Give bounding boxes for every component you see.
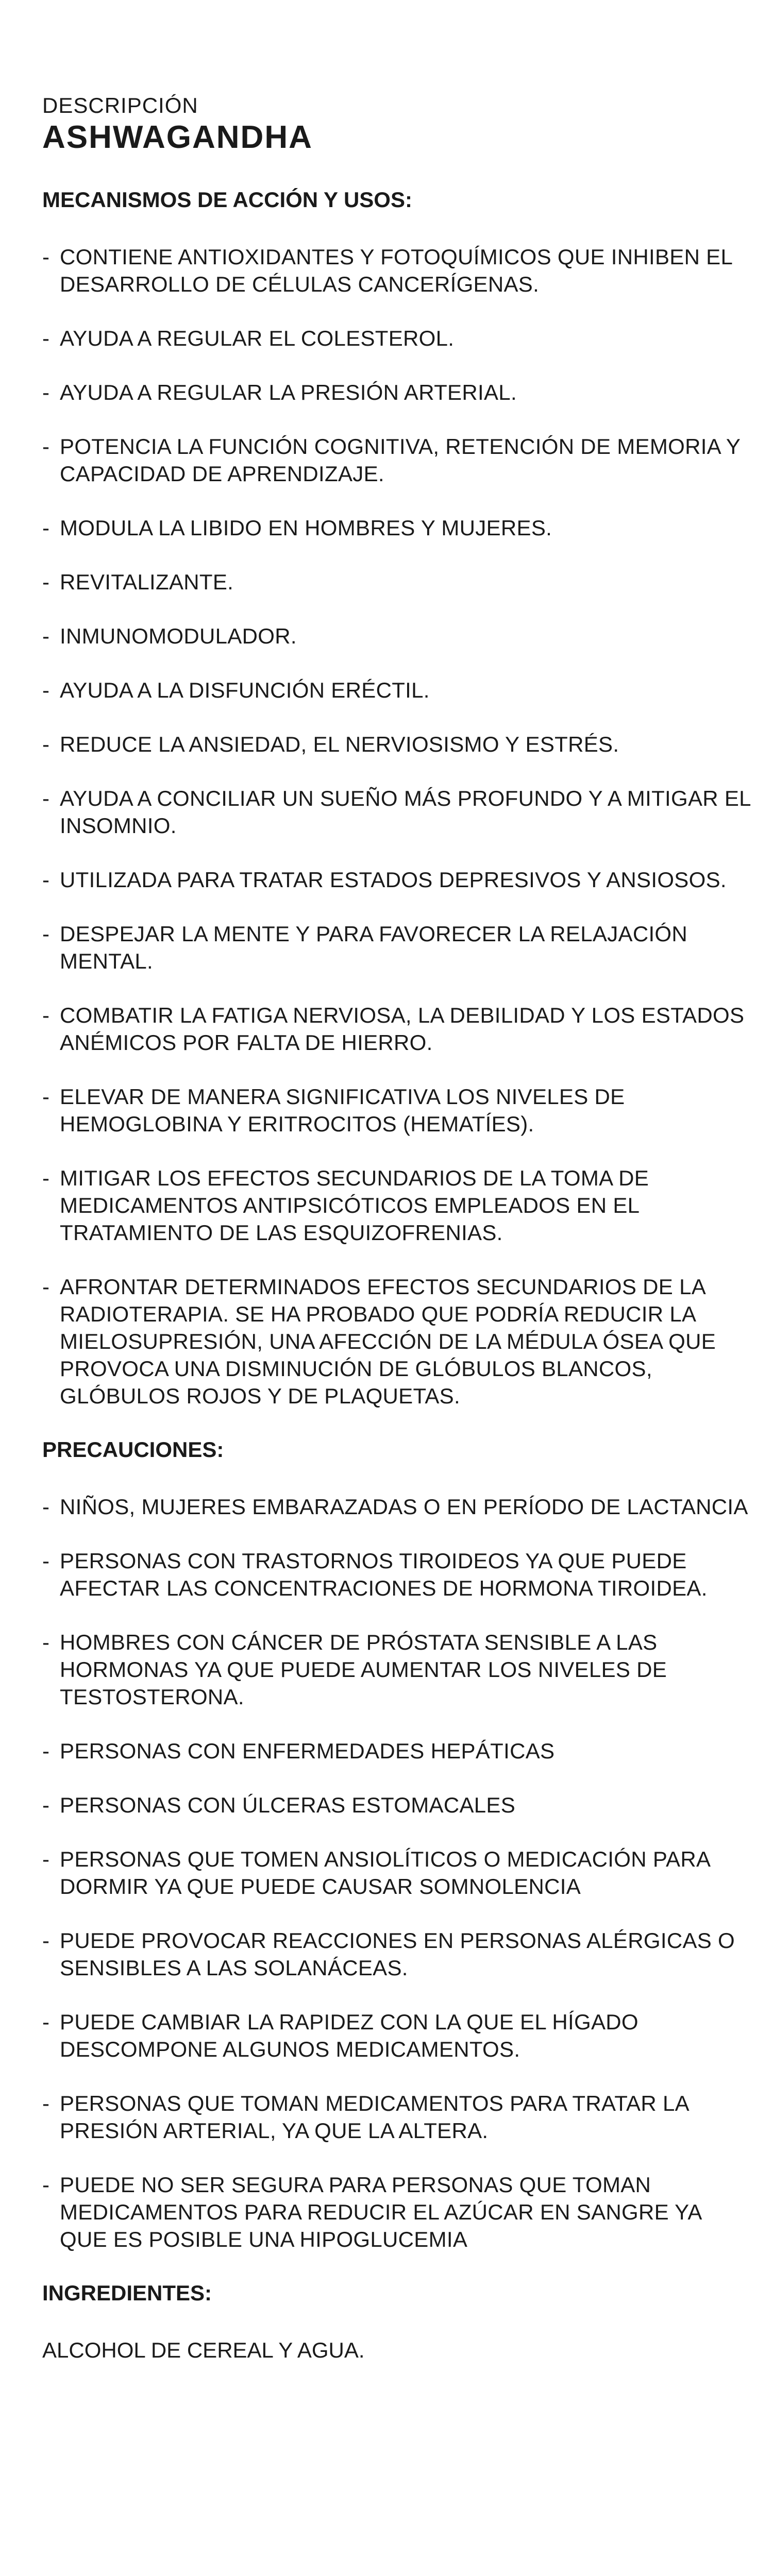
list-item: - PUEDE NO SER SEGURA PARA PERSONAS QUE TOMAN MEDICAMENTOS PARA REDUCIR EL AZÚCAR EN SANGRE YA QUE ES POSIBLE UNA HIPOGLUCEMIA <box>42 2173 701 2251</box>
list-item: - PERSONAS CON ÚLCERAS ESTOMACALES <box>42 1793 516 1817</box>
list-item: - MODULA LA LIBIDO EN HOMBRES Y MUJERES. <box>42 516 552 540</box>
list-item: - AYUDA A CONCILIAR UN SUEÑO MÁS PROFUNDO Y A MITIGAR EL INSOMNIO. <box>42 786 751 838</box>
list-item: - PUEDE PROVOCAR REACCIONES EN PERSONAS ALÉRGICAS O SENSIBLES A LAS SOLANÁCEAS. <box>42 1928 735 1980</box>
list-item: - AYUDA A REGULAR LA PRESIÓN ARTERIAL. <box>42 380 517 404</box>
list-item: - ELEVAR DE MANERA SIGNIFICATIVA LOS NIVELES DE HEMOGLOBINA Y ERITROCITOS (HEMATÍES). <box>42 1084 625 1136</box>
list-item: - AYUDA A LA DISFUNCIÓN ERÉCTIL. <box>42 678 430 702</box>
description-label: DESCRIPCIÓN <box>42 93 198 117</box>
list-item: - MITIGAR LOS EFECTOS SECUNDARIOS DE LA TOMA DE MEDICAMENTOS ANTIPSICÓTICOS EMPLEADOS EN EL TRATAMIENTO DE LAS ESQUIZOFRENIAS. <box>42 1166 649 1245</box>
list-item: - REVITALIZANTE. <box>42 570 234 594</box>
list-item: - HOMBRES CON CÁNCER DE PRÓSTATA SENSIBLE A LAS HORMONAS YA QUE PUEDE AUMENTAR LOS NIVELES DE TESTOSTERONA. <box>42 1630 667 1709</box>
list-item: - AYUDA A REGULAR EL COLESTEROL. <box>42 326 455 350</box>
list-item: - AFRONTAR DETERMINADOS EFECTOS SECUNDARIOS DE LA RADIOTERAPIA. SE HA PROBADO QUE PODRÍA REDUCIR LA MIELOSUPRESIÓN, UNA AFECCIÓN DE LA MÉDULA ÓSEA QUE PROVOCA UNA DISMINUCIÓN DE GLÓBULOS BLANCOS, GLÓBULOS ROJOS Y DE PLAQUETAS. <box>42 1275 716 1408</box>
list-item: - PERSONAS QUE TOMAN MEDICAMENTOS PARA TRATAR LA PRESIÓN ARTERIAL, YA QUE LA ALTERA. <box>42 2091 688 2143</box>
list-item: - PERSONAS CON TRASTORNOS TIROIDEOS YA QUE PUEDE AFECTAR LAS CONCENTRACIONES DE HORMONA TIROIDEA. <box>42 1549 708 1600</box>
product-description <box>42 93 753 2364</box>
mechanisms-heading: MECANISMOS DE ACCIÓN Y USOS: <box>42 188 412 212</box>
list-item: - UTILIZADA PARA TRATAR ESTADOS DEPRESIVOS Y ANSIOSOS. <box>42 868 727 892</box>
product-title: ASHWAGANDHA <box>42 120 313 155</box>
list-item: - REDUCE LA ANSIEDAD, EL NERVIOSISMO Y ESTRÉS. <box>42 732 619 756</box>
ingredients-text: ALCOHOL DE CEREAL Y AGUA. <box>42 2338 365 2362</box>
ingredients-heading: INGREDIENTES: <box>42 2281 212 2305</box>
precautions-heading: PRECAUCIONES: <box>42 1437 224 1462</box>
list-item: - CONTIENE ANTIOXIDANTES Y FOTOQUÍMICOS QUE INHIBEN EL DESARROLLO DE CÉLULAS CANCERÍGENAS. <box>42 245 732 296</box>
list-item: - POTENCIA LA FUNCIÓN COGNITIVA, RETENCIÓN DE MEMORIA Y CAPACIDAD DE APRENDIZAJE. <box>42 434 741 486</box>
list-item: - PUEDE CAMBIAR LA RAPIDEZ CON LA QUE EL HÍGADO DESCOMPONE ALGUNOS MEDICAMENTOS. <box>42 2010 638 2061</box>
list-item: - PERSONAS QUE TOMEN ANSIOLÍTICOS O MEDICACIÓN PARA DORMIR YA QUE PUEDE CAUSAR SOMNOLENCIA <box>42 1847 710 1899</box>
list-item: - PERSONAS CON ENFERMEDADES HEPÁTICAS <box>42 1739 555 1763</box>
list-item: - DESPEJAR LA MENTE Y PARA FAVORECER LA RELAJACIÓN MENTAL. <box>42 922 688 973</box>
list-item: - COMBATIR LA FATIGA NERVIOSA, LA DEBILIDAD Y LOS ESTADOS ANÉMICOS POR FALTA DE HIERRO. <box>42 1003 745 1055</box>
list-item: - INMUNOMODULADOR. <box>42 624 297 648</box>
precautions-list <box>42 1493 753 2253</box>
list-item: - NIÑOS, MUJERES EMBARAZADAS O EN PERÍODO DE LACTANCIA <box>42 1495 748 1519</box>
mechanisms-list <box>42 243 753 1410</box>
